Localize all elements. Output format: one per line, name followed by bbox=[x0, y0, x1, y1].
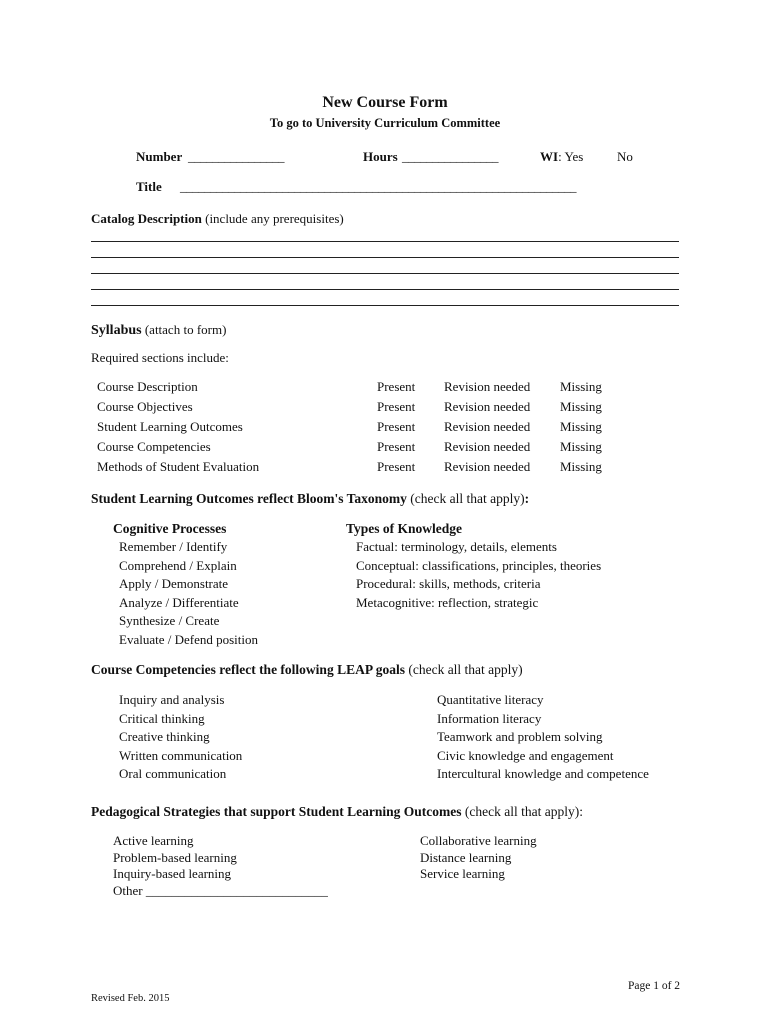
revision-needed-option-label: Revision needed bbox=[444, 399, 531, 414]
present-option[interactable] bbox=[377, 419, 428, 435]
catalog-note: (include any prerequisites) bbox=[205, 211, 344, 226]
apple-icon[interactable] bbox=[97, 577, 106, 589]
present-option-label: Present bbox=[377, 379, 416, 394]
syllabus-section-label: Course Objectives bbox=[97, 399, 193, 414]
catalog-label: Catalog Description bbox=[91, 211, 202, 226]
checklist-item-label: Synthesize / Create bbox=[119, 613, 220, 629]
knowledge-title: Types of Knowledge bbox=[346, 521, 463, 536]
checklist-item-label: Evaluate / Defend position bbox=[119, 632, 258, 647]
revision-needed-option[interactable] bbox=[444, 459, 543, 475]
blooms-heading bbox=[91, 491, 529, 507]
apple-icon[interactable] bbox=[97, 614, 106, 626]
present-option[interactable] bbox=[377, 399, 428, 415]
catalog-line-5[interactable] bbox=[91, 305, 679, 306]
revision-needed-option-label: Revision needed bbox=[444, 379, 531, 394]
checklist-item-label: Distance learning bbox=[420, 849, 512, 865]
revised-date: Revised Feb. 2015 bbox=[91, 993, 170, 1004]
apple-icon[interactable] bbox=[334, 540, 343, 552]
number-field[interactable]: ________________ bbox=[188, 149, 284, 164]
catalog-line-1[interactable] bbox=[91, 241, 679, 242]
checklist-item[interactable] bbox=[97, 692, 417, 708]
revision-needed-option[interactable] bbox=[444, 399, 543, 415]
apple-icon[interactable] bbox=[605, 381, 614, 393]
apple-icon[interactable] bbox=[97, 540, 106, 552]
apple-icon[interactable] bbox=[605, 461, 614, 473]
apple-icon[interactable] bbox=[415, 712, 424, 724]
checklist-item-label: Procedural: skills, methods, criteria bbox=[356, 576, 541, 592]
apple-icon[interactable] bbox=[419, 441, 428, 453]
wi-yes-label: : Yes bbox=[558, 149, 584, 164]
missing-option[interactable] bbox=[560, 379, 615, 395]
checklist-item[interactable] bbox=[91, 850, 411, 866]
checklist-item-label: Problem-based learning bbox=[113, 849, 237, 865]
apple-icon[interactable] bbox=[97, 633, 106, 645]
checklist-item[interactable] bbox=[334, 595, 654, 611]
apple-icon[interactable] bbox=[91, 867, 100, 879]
apple-icon[interactable] bbox=[334, 577, 343, 589]
checklist-item-label: Collaborative learning bbox=[420, 833, 537, 848]
revision-needed-option[interactable] bbox=[444, 419, 543, 435]
checklist-item[interactable] bbox=[398, 866, 718, 882]
apple-icon[interactable] bbox=[534, 381, 543, 393]
catalog-line-4[interactable] bbox=[91, 289, 679, 290]
checklist-item[interactable] bbox=[97, 748, 417, 764]
present-option-label: Present bbox=[377, 439, 416, 454]
checklist-item-label: Teamwork and problem solving bbox=[437, 729, 603, 745]
checklist-item[interactable] bbox=[97, 632, 417, 648]
checklist-item-label: Remember / Identify bbox=[119, 539, 228, 554]
apple-icon[interactable] bbox=[97, 767, 106, 779]
present-option[interactable] bbox=[377, 379, 428, 395]
missing-option-label: Missing bbox=[560, 399, 602, 414]
apple-icon[interactable] bbox=[97, 693, 106, 705]
missing-option-label: Missing bbox=[560, 459, 602, 474]
missing-option-label: Missing bbox=[560, 439, 602, 454]
apple-icon[interactable] bbox=[334, 596, 343, 608]
apple-icon[interactable] bbox=[419, 401, 428, 413]
checklist-item-label: Comprehend / Explain bbox=[119, 557, 237, 573]
checklist-item[interactable] bbox=[91, 883, 411, 899]
apple-icon[interactable] bbox=[534, 461, 543, 473]
checklist-item-label: Metacognitive: reflection, strategic bbox=[356, 594, 539, 610]
apple-icon[interactable] bbox=[419, 381, 428, 393]
apple-icon[interactable] bbox=[419, 461, 428, 473]
apple-icon[interactable] bbox=[398, 867, 407, 879]
missing-option[interactable] bbox=[560, 399, 615, 415]
apple-icon[interactable] bbox=[398, 834, 407, 846]
catalog-line-2[interactable] bbox=[91, 257, 679, 258]
revision-needed-option-label: Revision needed bbox=[444, 439, 531, 454]
leap-note: (check all that apply) bbox=[408, 662, 523, 677]
checklist-item[interactable] bbox=[415, 692, 735, 708]
apple-icon[interactable] bbox=[534, 401, 543, 413]
apple-icon[interactable] bbox=[415, 693, 424, 705]
catalog-line-3[interactable] bbox=[91, 273, 679, 274]
apple-icon[interactable] bbox=[534, 421, 543, 433]
checklist-item[interactable] bbox=[97, 729, 417, 745]
syllabus-note: (attach to form) bbox=[144, 322, 227, 337]
revision-needed-option-label: Revision needed bbox=[444, 459, 531, 474]
apple-icon[interactable] bbox=[91, 884, 100, 896]
checklist-item-label: Apply / Demonstrate bbox=[119, 576, 229, 592]
checklist-item-label: Active learning bbox=[113, 833, 194, 848]
apple-icon[interactable] bbox=[97, 730, 106, 742]
apple-icon[interactable] bbox=[419, 421, 428, 433]
checklist-item[interactable] bbox=[334, 558, 654, 574]
hours-label: Hours bbox=[363, 149, 398, 164]
checklist-item[interactable] bbox=[91, 833, 411, 849]
page-number: Page 1 of 2 bbox=[628, 980, 681, 992]
cognitive-title: Cognitive Processes bbox=[113, 521, 227, 536]
apple-icon[interactable] bbox=[97, 749, 106, 761]
checklist-item[interactable] bbox=[415, 729, 735, 745]
syllabus-heading bbox=[91, 322, 226, 339]
apple-icon[interactable] bbox=[415, 749, 424, 761]
checklist-item-label: Analyze / Differentiate bbox=[119, 594, 239, 610]
syllabus-section-label: Student Learning Outcomes bbox=[97, 419, 243, 434]
checklist-item-label: Critical thinking bbox=[119, 710, 205, 726]
apple-icon[interactable] bbox=[534, 441, 543, 453]
syllabus-section-label: Methods of Student Evaluation bbox=[97, 459, 260, 474]
checklist-item-label: Intercultural knowledge and competence bbox=[437, 766, 649, 782]
pedagogy-note: (check all that apply): bbox=[464, 804, 583, 819]
title-label: Title bbox=[136, 179, 162, 194]
missing-option[interactable] bbox=[560, 439, 615, 455]
form-subtitle: To go to University Curriculum Committee bbox=[269, 116, 501, 130]
catalog-heading bbox=[91, 211, 344, 227]
checklist-item-label: Quantitative literacy bbox=[437, 692, 544, 707]
checklist-item-label: Other ____________________________ bbox=[113, 882, 328, 898]
wi-no-group bbox=[617, 149, 645, 165]
present-option-label: Present bbox=[377, 459, 416, 474]
revision-needed-option[interactable] bbox=[444, 439, 543, 455]
checklist-item-label: Inquiry and analysis bbox=[119, 692, 225, 707]
apple-icon[interactable] bbox=[605, 421, 614, 433]
pedagogy-heading bbox=[91, 804, 583, 820]
leap-heading bbox=[91, 662, 523, 678]
checklist-item[interactable] bbox=[91, 866, 411, 882]
checklist-item[interactable] bbox=[415, 711, 735, 727]
checklist-item[interactable] bbox=[97, 711, 417, 727]
checklist-item-label: Written communication bbox=[119, 747, 243, 763]
present-option[interactable] bbox=[377, 459, 428, 475]
checklist-item[interactable] bbox=[415, 748, 735, 764]
present-option-label: Present bbox=[377, 419, 416, 434]
present-option-label: Present bbox=[377, 399, 416, 414]
checklist-item-label: Creative thinking bbox=[119, 729, 210, 745]
checklist-item-label: Factual: terminology, details, elements bbox=[356, 539, 557, 554]
apple-icon[interactable] bbox=[97, 596, 106, 608]
revision-needed-option[interactable] bbox=[444, 379, 543, 395]
missing-option[interactable] bbox=[560, 459, 615, 475]
checklist-item[interactable] bbox=[334, 576, 654, 592]
syllabus-section-label: Course Description bbox=[97, 379, 198, 394]
checklist-item-label: Oral communication bbox=[119, 766, 227, 782]
apple-icon[interactable] bbox=[97, 712, 106, 724]
blooms-colon: : bbox=[524, 491, 530, 506]
checklist-item-label: Service learning bbox=[420, 866, 505, 882]
hours-field[interactable]: ________________ bbox=[402, 149, 498, 164]
checklist-item[interactable] bbox=[334, 539, 654, 555]
wi-group bbox=[540, 149, 596, 165]
apple-icon[interactable] bbox=[398, 851, 407, 863]
apple-icon[interactable] bbox=[415, 767, 424, 779]
syllabus-section-label: Course Competencies bbox=[97, 439, 211, 454]
number-label: Number bbox=[136, 149, 183, 164]
apple-icon[interactable] bbox=[91, 834, 100, 846]
present-option[interactable] bbox=[377, 439, 428, 455]
checklist-item[interactable] bbox=[97, 766, 417, 782]
checklist-item-label: Conceptual: classifications, principles, theories bbox=[356, 557, 602, 573]
apple-icon[interactable] bbox=[334, 559, 343, 571]
wi-no-label: No bbox=[617, 149, 633, 164]
checklist-item-label: Information literacy bbox=[437, 710, 542, 726]
apple-icon[interactable] bbox=[605, 401, 614, 413]
missing-option-label: Missing bbox=[560, 379, 602, 394]
blooms-title: Student Learning Outcomes reflect Bloom's Taxonomy bbox=[91, 491, 407, 506]
wi-label: WI bbox=[540, 149, 559, 164]
checklist-item-label: Inquiry-based learning bbox=[113, 866, 232, 882]
checklist-item[interactable] bbox=[398, 833, 718, 849]
required-sections-text: Required sections include: bbox=[91, 350, 229, 365]
apple-icon[interactable] bbox=[91, 851, 100, 863]
blooms-note: (check all that apply) bbox=[410, 491, 525, 506]
apple-icon[interactable] bbox=[415, 730, 424, 742]
missing-option[interactable] bbox=[560, 419, 615, 435]
form-title: New Course Form bbox=[322, 94, 448, 111]
apple-icon[interactable] bbox=[587, 151, 596, 163]
apple-icon[interactable] bbox=[97, 559, 106, 571]
checklist-item[interactable] bbox=[415, 766, 735, 782]
pedagogy-title: Pedagogical Strategies that support Student Learning Outcomes bbox=[91, 804, 462, 819]
revision-needed-option-label: Revision needed bbox=[444, 419, 531, 434]
checklist-item[interactable] bbox=[97, 613, 417, 629]
title-field[interactable]: __________________________________________________________________ bbox=[180, 179, 576, 194]
apple-icon[interactable] bbox=[636, 151, 645, 163]
checklist-item[interactable] bbox=[398, 850, 718, 866]
leap-title: Course Competencies reflect the following LEAP goals bbox=[91, 662, 405, 677]
syllabus-label: Syllabus bbox=[91, 323, 142, 338]
missing-option-label: Missing bbox=[560, 419, 602, 434]
apple-icon[interactable] bbox=[605, 441, 614, 453]
checklist-item-label: Civic knowledge and engagement bbox=[437, 747, 614, 763]
